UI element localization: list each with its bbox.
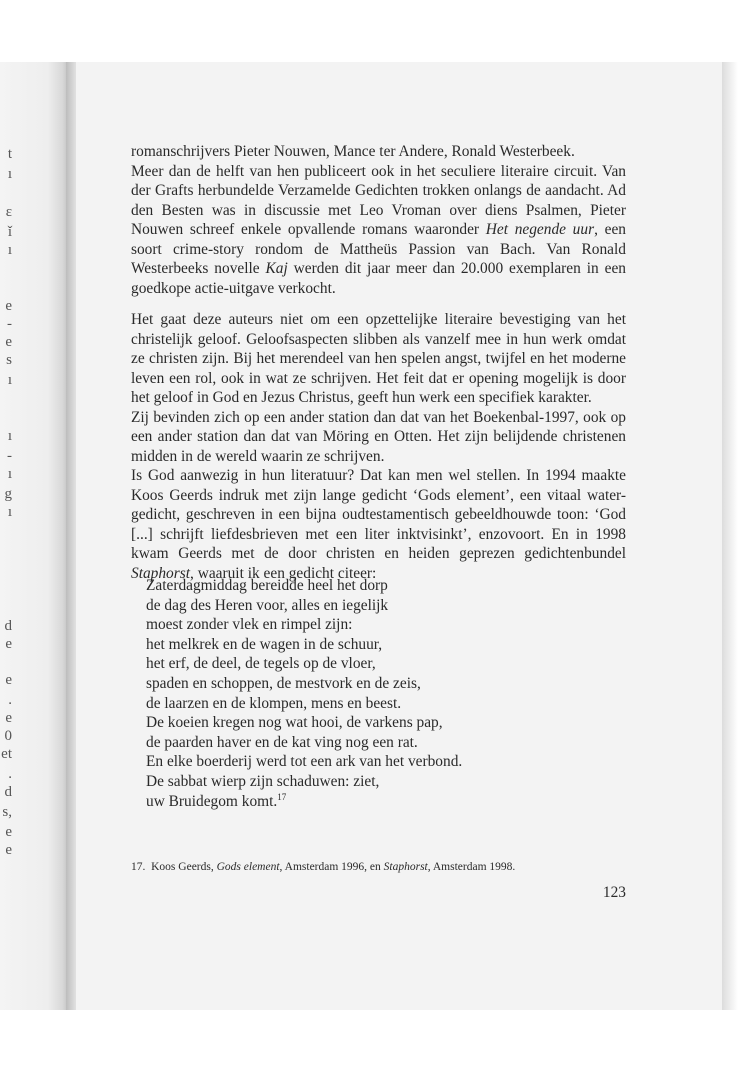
margin-char: ı	[7, 466, 12, 482]
paragraph-4-text: Is God aanwezig in hun literatuur? Dat kan men wel stellen. In 1994 maakte Koos Geerds indruk met zijn lange gedicht ‘Gods element’, een vitaal water-gedicht, geschreven in een bijna oudtestamentisch gebeeldhouwde toon: ‘God [...] schrijft liefdesbrieven met een liter inktvisinkt’, enzovoort. En in 1998 kwam Geerds met de door christen en heiden geprezen gedichtenbundel	[131, 467, 626, 562]
margin-char: ı	[7, 504, 12, 520]
margin-char: .	[8, 766, 12, 782]
margin-char: t	[7, 146, 12, 162]
poem-line: het melkrek en de wagen in de schuur,	[146, 635, 383, 653]
poem-line: Zaterdagmiddag bereidde heel het dorp	[146, 577, 388, 594]
footnote-number: 17.	[131, 861, 146, 873]
poem-line: moest zonder vlek en rimpel zijn:	[146, 616, 353, 634]
poem-last-line	[146, 792, 586, 812]
margin-char: -	[7, 448, 12, 464]
margin-char: ı	[7, 166, 12, 182]
poem-quote	[146, 576, 586, 811]
margin-char: 0	[4, 728, 12, 744]
footnote-author: Koos Geerds,	[151, 861, 214, 873]
book-title-kaj: Kaj	[265, 260, 288, 277]
paragraph-3: Zij bevinden zich op een ander station dan dat van het Boekenbal-1997, ook op een ander station dan dat van Möring en Otten. Het zijn belijdende christenen midden in de wereld waarin ze schrijven.	[131, 408, 626, 465]
margin-char: d	[4, 784, 12, 800]
margin-char: ɛ	[5, 204, 12, 220]
page-right-edge	[722, 62, 738, 1010]
paragraph-4-text-end: , waaruit ik een gedicht citeer:	[190, 564, 377, 582]
book-title-het-negende-uur: Het negende uur	[485, 221, 595, 238]
poem-line: de paarden haver en de kat ving nog een rat.	[146, 733, 418, 751]
poem-line: de laarzen en de klompen, mens en beest.	[146, 694, 402, 712]
footnote-reference: 17	[277, 791, 287, 802]
margin-char: ǐ	[7, 224, 12, 240]
paragraph-4	[131, 466, 626, 583]
paragraph-1-text: Meer dan de helft van hen publiceert ook in het seculiere literaire circuit. Van der Grafts herbundelde Verzamelde Gedichten trokken onlangs de aandacht. Ad den Besten was in discussie met Leo Vroman over diens Psalmen, Pieter Nouwen schreef enkele opvallende romans waaronder	[131, 162, 626, 238]
margin-char: et	[1, 746, 12, 762]
margin-char: ı	[7, 372, 12, 388]
margin-char: e	[5, 334, 12, 350]
poem-line: uw Bruidegom komt.	[146, 792, 278, 810]
margin-char: e	[5, 298, 12, 314]
margin-char: e	[5, 710, 12, 726]
page-number: 123	[602, 884, 626, 901]
margin-char: e	[5, 842, 12, 858]
footnote-title-gods-element: Gods element	[216, 861, 280, 873]
footnote	[131, 860, 631, 874]
margin-char: s,	[2, 804, 12, 820]
scan-top-margin	[0, 0, 738, 62]
book-title-staphorst: Staphorst	[131, 564, 191, 582]
paragraph-2: Het gaat deze auteurs niet om een opzettelijke literaire bevestiging van het christelijk geloof. Geloofsaspecten slibben als vanzelf mee in hun werk omdat ze christen zijn. Bij het merendeel van hen spelen angst, twijfel en het moderne leven een rol, ook in wat ze schrijven. Het feit dat er opening mogelijk is door het geloof in God en Jezus Christus, geeft hun werk een specifiek karakter.	[131, 311, 626, 406]
poem-line: het erf, de deel, de tegels op de vloer,	[146, 655, 376, 673]
margin-char: s	[6, 352, 12, 368]
paragraph-1-text-end: werden dit jaar meer dan 20.000 exemplaren in een goedkope actie-uitgave verkocht.	[131, 260, 626, 297]
poem-line: En elke boerderij werd tot een ark van het verbond.	[146, 753, 463, 771]
paragraph-1	[131, 142, 626, 298]
poem-line: de dag des Heren voor, alles en iegelijk	[146, 596, 389, 614]
margin-char: ı	[7, 242, 12, 258]
poem-line: De sabbat wierp zijn schaduwen: ziet,	[146, 772, 380, 790]
poem-line: spaden en schoppen, de mestvork en de zeis,	[146, 674, 421, 692]
margin-char: e	[5, 636, 12, 652]
footnote-text: , Amsterdam 1996, en	[279, 861, 381, 873]
margin-char: d	[4, 618, 12, 634]
margin-char: g	[4, 486, 12, 502]
scan-bottom-margin	[0, 1010, 738, 1068]
margin-char: ı	[7, 428, 12, 444]
footnote-title-staphorst: Staphorst	[383, 861, 428, 873]
margin-char: -	[7, 316, 12, 332]
poem-line: De koeien kregen nog wat hooi, de varkens pap,	[146, 714, 443, 732]
footnote-text-end: , Amsterdam 1998.	[427, 861, 516, 873]
margin-char: e	[5, 672, 12, 688]
margin-char: e	[5, 824, 12, 840]
margin-char: .	[8, 692, 12, 708]
body-text	[131, 142, 626, 583]
paragraph-1-lead: romanschrijvers Pieter Nouwen, Mance ter Andere, Ronald Westerbeek.	[131, 143, 575, 160]
paragraph-1-text-continued: , een soort crime-story rondom de Mattheüs Passion van Bach. Van Ronald Westerbeeks novelle	[131, 221, 626, 277]
